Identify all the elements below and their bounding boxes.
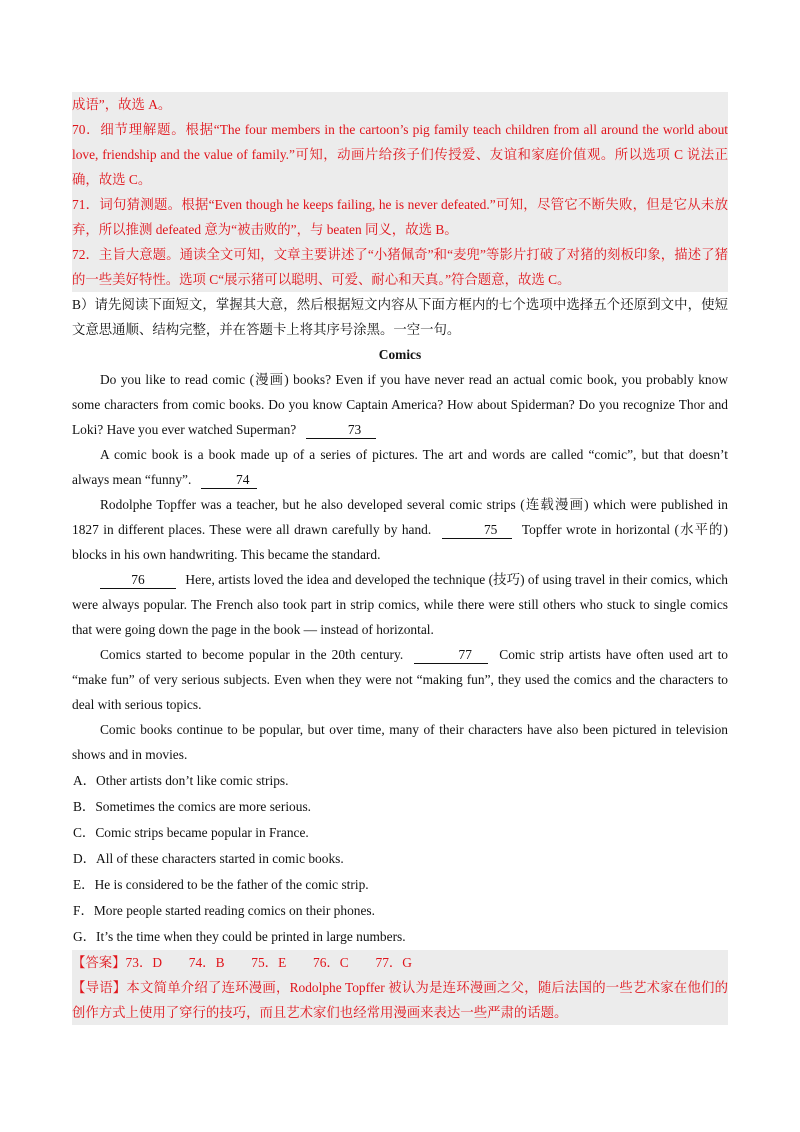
explanation-71: 71．词句猜测题。根据“Even though he keeps failing, he is never defeated.”可知，尽管它不断失败，但是它从未放弃，所以推测 defeated 意为“被击败的”，与 beaten 同义，故选 B。 <box>72 197 728 237</box>
options-list <box>72 768 728 950</box>
previous-explanations <box>72 92 728 292</box>
paragraph-text: Here, artists loved the idea and developed the technique (技巧) of using travel in their comics, which were always popular. The French also took part in strip comics, while there were still others who stuck to single comics that were going down the page in the book — instead of horizontal. <box>72 572 728 637</box>
option-b: B．Sometimes the comics are more serious. <box>73 799 312 814</box>
explanation-70: 70．细节理解题。根据“The four members in the cartoon’s pig family teach children from all around the world about love, friendship and the value of family.”可知，动画片给孩子们传授爱、友谊和家庭价值观。所以选项 C 说法正确，故选 C。 <box>72 122 728 187</box>
option-d: D．All of these characters started in comic books. <box>73 851 344 866</box>
blank-75: 75 <box>442 522 512 539</box>
option-c: C．Comic strips became popular in France. <box>73 825 309 840</box>
blank-77: 77 <box>414 647 488 664</box>
passage-paragraph-4 <box>72 567 728 642</box>
paragraph-text: A comic book is a book made up of a series of pictures. The art and words are called “comic”, but that doesn’t always mean “funny”. <box>72 447 728 487</box>
answer-key: 【答案】73．D 74．B 75．E 76．C 77．G <box>72 955 412 970</box>
option-f: F．More people started reading comics on their phones. <box>73 903 375 918</box>
blank-74: 74 <box>201 472 257 489</box>
option-e: E．He is considered to be the father of the comic strip. <box>73 877 369 892</box>
guide-summary: 【导语】本文简单介绍了连环漫画，Rodolphe Topffer 被认为是连环漫画之父，随后法国的一些艺术家在他们的创作方式上使用了穿行的技巧，而且艺术家们也经常用漫画来表达一些严肃的话题。 <box>72 980 728 1020</box>
blank-76: 76 <box>100 572 176 589</box>
page-content <box>72 92 728 1025</box>
explanation-69-tail: 成语”，故选 A。 <box>72 97 172 112</box>
explanation-72: 72．主旨大意题。通读全文可知，文章主要讲述了“小猪佩奇”和“麦兜”等影片打破了对猪的刻板印象，描述了猪的一些美好特性。选项 C“展示猪可以聪明、可爱、耐心和天真。”符合题意，故选 C。 <box>72 247 728 287</box>
section-b-instruction: B）请先阅读下面短文，掌握其大意，然后根据短文内容从下面方框内的七个选项中选择五个还原到文中，使短文意思通顺、结构完整，并在答题卡上将其序号涂黑。一空一句。 <box>72 297 728 337</box>
answer-block <box>72 950 728 1025</box>
passage-title: Comics <box>378 347 422 362</box>
passage-paragraph-3 <box>72 492 728 567</box>
paragraph-text: Topffer wrote in horizontal (水平的) blocks in his own handwriting. This became the standard. <box>72 522 729 562</box>
blank-73: 73 <box>306 422 376 439</box>
paragraph-text: Rodolphe Topffer was a teacher, but he also developed several comic strips (连载漫画) which were published in 1827 in different places. These were all drawn carefully by hand. <box>72 497 728 537</box>
passage-paragraph-5 <box>72 642 728 717</box>
passage-paragraph-2 <box>72 442 728 492</box>
option-a: A．Other artists don’t like comic strips. <box>73 773 289 788</box>
paragraph-text: Comics started to become popular in the 20th century. <box>100 647 404 662</box>
passage-paragraph-6: Comic books continue to be popular, but over time, many of their characters have also been pictured in television shows and in movies. <box>72 722 728 762</box>
paragraph-text: Do you like to read comic (漫画) books? Even if you have never read an actual comic book, you probably know some characters from comic books. Do you know Captain America? How about Spiderman? Do you recognize Thor and Loki? Have you ever watched Superman? <box>72 372 728 437</box>
passage-paragraph-1 <box>72 367 728 442</box>
paragraph-text: Comic strip artists have often used art to “make fun” of very serious subjects. Even when they were not “making fun”, they used the comics and the characters to deal with serious topics. <box>72 647 729 712</box>
option-g: G．It’s the time when they could be printed in large numbers. <box>73 929 406 944</box>
